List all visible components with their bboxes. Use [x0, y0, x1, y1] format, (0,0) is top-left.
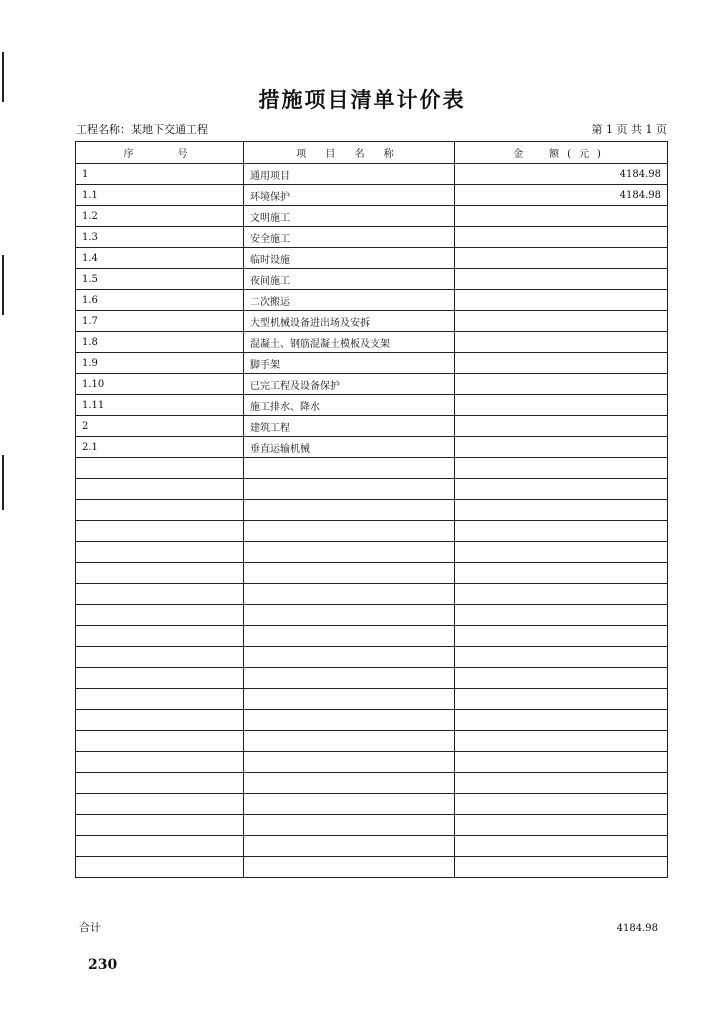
total-value: 4184.98 [616, 923, 658, 934]
row-serial-number: 1 [76, 164, 244, 185]
empty-cell [244, 563, 455, 584]
empty-cell [244, 752, 455, 773]
empty-table-row [76, 836, 668, 857]
row-item-name: 已完工程及设备保护 [244, 374, 455, 395]
page-number: 230 [88, 957, 118, 973]
empty-table-row [76, 584, 668, 605]
row-serial-number: 2 [76, 416, 244, 437]
empty-cell [76, 500, 244, 521]
empty-cell [244, 710, 455, 731]
table-row [76, 206, 668, 227]
empty-cell [244, 668, 455, 689]
row-serial-number: 1.8 [76, 332, 244, 353]
empty-cell [244, 605, 455, 626]
empty-cell [76, 773, 244, 794]
empty-cell [455, 794, 668, 815]
empty-cell [76, 710, 244, 731]
empty-cell [455, 815, 668, 836]
table-row [76, 227, 668, 248]
empty-table-row [76, 689, 668, 710]
row-serial-number: 1.6 [76, 290, 244, 311]
row-item-name: 施工排水、降水 [244, 395, 455, 416]
pricing-table [75, 141, 668, 878]
table-row [76, 269, 668, 290]
table-row [76, 395, 668, 416]
empty-cell [76, 584, 244, 605]
empty-cell [76, 626, 244, 647]
empty-table-row [76, 752, 668, 773]
empty-table-row [76, 710, 668, 731]
row-amount [455, 374, 668, 395]
row-serial-number: 1.4 [76, 248, 244, 269]
empty-cell [455, 647, 668, 668]
empty-cell [76, 815, 244, 836]
empty-cell [76, 689, 244, 710]
table-row [76, 290, 668, 311]
table-row [76, 185, 668, 206]
empty-cell [455, 542, 668, 563]
empty-cell [76, 647, 244, 668]
row-amount [455, 248, 668, 269]
empty-table-row [76, 479, 668, 500]
empty-cell [76, 731, 244, 752]
empty-cell [455, 668, 668, 689]
empty-cell [455, 731, 668, 752]
empty-table-row [76, 647, 668, 668]
empty-table-row [76, 521, 668, 542]
row-item-name: 混凝土、钢筋混凝土模板及支架 [244, 332, 455, 353]
empty-cell [244, 458, 455, 479]
empty-cell [455, 479, 668, 500]
row-serial-number: 1.9 [76, 353, 244, 374]
row-amount: 4184.98 [455, 164, 668, 185]
row-item-name: 通用项目 [244, 164, 455, 185]
row-item-name: 建筑工程 [244, 416, 455, 437]
row-amount [455, 395, 668, 416]
table-row [76, 374, 668, 395]
row-amount [455, 311, 668, 332]
row-serial-number: 1.10 [76, 374, 244, 395]
row-item-name: 临时设施 [244, 248, 455, 269]
project-name: 工程名称：某地下交通工程 [76, 123, 208, 136]
row-amount [455, 332, 668, 353]
empty-cell [455, 458, 668, 479]
row-item-name: 安全施工 [244, 227, 455, 248]
row-amount [455, 416, 668, 437]
row-amount [455, 206, 668, 227]
empty-table-row [76, 731, 668, 752]
empty-table-row [76, 563, 668, 584]
empty-cell [455, 626, 668, 647]
empty-cell [455, 773, 668, 794]
row-amount: 4184.98 [455, 185, 668, 206]
row-amount [455, 437, 668, 458]
row-amount [455, 269, 668, 290]
empty-cell [244, 584, 455, 605]
empty-cell [244, 500, 455, 521]
row-amount [455, 290, 668, 311]
row-item-name: 环境保护 [244, 185, 455, 206]
empty-table-row [76, 668, 668, 689]
empty-cell [455, 500, 668, 521]
row-item-name: 垂直运输机械 [244, 437, 455, 458]
table-row [76, 353, 668, 374]
row-item-name: 大型机械设备进出场及安拆 [244, 311, 455, 332]
table-row [76, 416, 668, 437]
margin-mark-bottom [2, 455, 4, 510]
empty-table-row [76, 773, 668, 794]
empty-cell [244, 689, 455, 710]
header-amount: 金 额(元) [455, 142, 668, 164]
empty-cell [244, 773, 455, 794]
empty-cell [244, 857, 455, 878]
empty-cell [76, 458, 244, 479]
empty-cell [76, 668, 244, 689]
empty-cell [76, 857, 244, 878]
row-serial-number: 2.1 [76, 437, 244, 458]
empty-cell [244, 647, 455, 668]
empty-table-row [76, 857, 668, 878]
empty-cell [76, 563, 244, 584]
empty-cell [455, 563, 668, 584]
empty-cell [455, 521, 668, 542]
table-row [76, 248, 668, 269]
document-title: 措施项目清单计价表 [258, 87, 466, 112]
empty-cell [76, 752, 244, 773]
empty-cell [76, 521, 244, 542]
empty-table-row [76, 815, 668, 836]
row-amount [455, 353, 668, 374]
total-label: 合计 [79, 921, 101, 934]
row-serial-number: 1.7 [76, 311, 244, 332]
empty-cell [455, 857, 668, 878]
empty-table-row [76, 542, 668, 563]
empty-table-row [76, 605, 668, 626]
empty-cell [455, 710, 668, 731]
page-info: 第 1 页 共 1 页 [591, 123, 667, 136]
header-serial-number: 序 号 [76, 142, 244, 164]
empty-table-row [76, 626, 668, 647]
empty-cell [76, 479, 244, 500]
empty-cell [244, 731, 455, 752]
row-amount [455, 227, 668, 248]
empty-cell [76, 794, 244, 815]
empty-cell [244, 521, 455, 542]
margin-mark-middle [2, 255, 4, 315]
row-serial-number: 1.1 [76, 185, 244, 206]
empty-cell [455, 605, 668, 626]
empty-table-row [76, 458, 668, 479]
empty-table-row [76, 794, 668, 815]
empty-table-row [76, 500, 668, 521]
table-row [76, 164, 668, 185]
row-serial-number: 1.2 [76, 206, 244, 227]
empty-cell [455, 836, 668, 857]
empty-cell [244, 479, 455, 500]
empty-cell [76, 542, 244, 563]
empty-cell [76, 605, 244, 626]
empty-cell [455, 584, 668, 605]
header-item-name: 项 目 名 称 [244, 142, 455, 164]
empty-cell [76, 836, 244, 857]
row-item-name: 脚手架 [244, 353, 455, 374]
row-serial-number: 1.5 [76, 269, 244, 290]
empty-cell [244, 815, 455, 836]
empty-cell [244, 542, 455, 563]
row-serial-number: 1.3 [76, 227, 244, 248]
empty-cell [455, 689, 668, 710]
empty-cell [244, 836, 455, 857]
empty-cell [244, 626, 455, 647]
table-header-row [76, 142, 668, 164]
row-item-name: 二次搬运 [244, 290, 455, 311]
table-row [76, 437, 668, 458]
row-serial-number: 1.11 [76, 395, 244, 416]
empty-cell [244, 794, 455, 815]
row-item-name: 夜间施工 [244, 269, 455, 290]
table-row [76, 311, 668, 332]
empty-cell [455, 752, 668, 773]
table-body [76, 164, 668, 878]
row-item-name: 文明施工 [244, 206, 455, 227]
table-row [76, 332, 668, 353]
